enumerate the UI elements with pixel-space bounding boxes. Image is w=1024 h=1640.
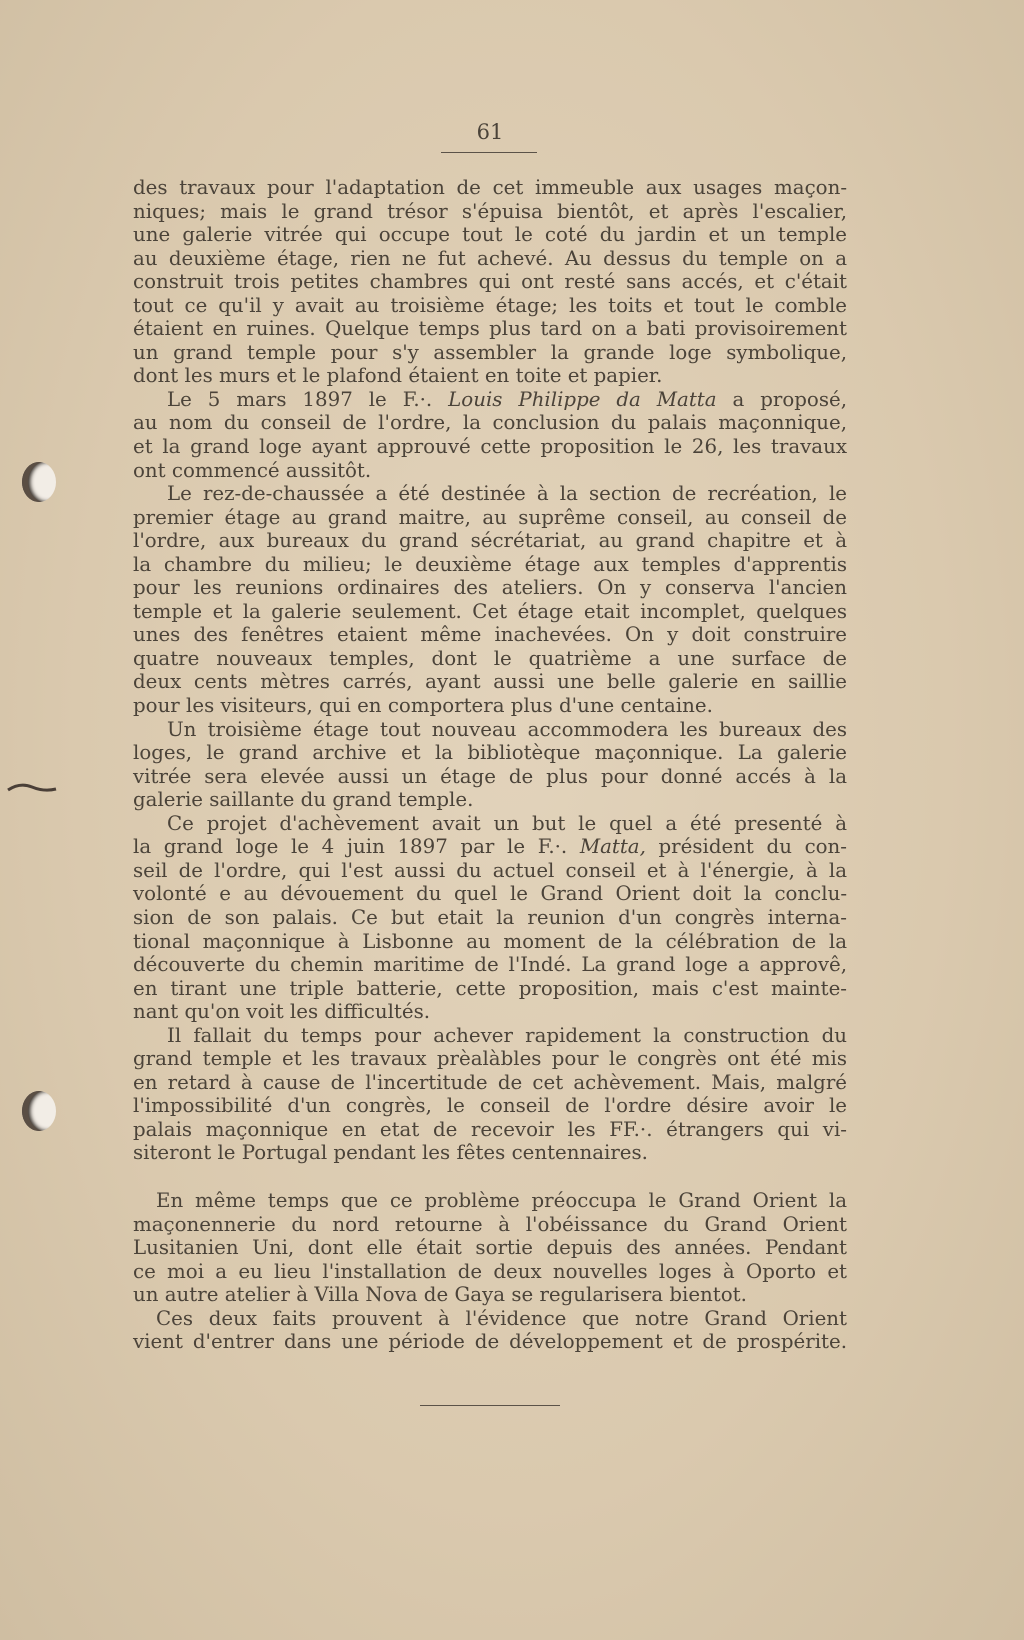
person-name-italic: Matta,	[579, 835, 646, 859]
text-line: pour les visiteurs, qui en comportera plus d'une centaine.	[133, 694, 713, 718]
text-line: galerie saillante du grand temple.	[133, 788, 474, 812]
text-line: siteront le Portugal pendant les fêtes centennaires.	[133, 1141, 648, 1165]
text-line: Ce projet d'achèvement avait un but le quel a été presenté à	[167, 811, 847, 835]
text-line: vient d'entrer dans une période de développement et de prospérite.	[133, 1330, 847, 1354]
punch-hole-upper	[22, 462, 56, 502]
text-line: volonté e au dévouement du quel le Grand Orient doit la conclu-	[133, 882, 847, 906]
text-line: nant qu'on voit les difficultés.	[133, 1000, 431, 1024]
text-line: unes des fenêtres etaient même inachevées. On y doit construire	[133, 623, 847, 647]
text-run: a proposé,	[716, 387, 847, 411]
text-line: pour les reunions ordinaires des ateliers. On y conserva l'ancien	[133, 576, 847, 600]
text-line: découverte du chemin maritime de l'Indé. La grand loge a approvê,	[133, 953, 847, 977]
text-run: la grand loge le 4 juin 1897 par le F.·.	[133, 835, 580, 859]
text-line: Un troisième étage tout nouveau accommodera les bureaux des	[167, 717, 847, 741]
text-line: des travaux pour l'adaptation de cet immeuble aux usages maçon-	[133, 176, 847, 199]
person-name-italic: Louis Philippe da Matta	[448, 387, 717, 411]
text-run: Le 5 mars 1897 le F.·.	[167, 387, 449, 411]
text-line: en tirant une triple batterie, cette proposition, mais c'est mainte-	[133, 976, 847, 1000]
text-line: loges, le grand archive et la bibliotèque maçonnique. La galerie	[133, 741, 847, 765]
text-line: l'ordre, aux bureaux du grand sécrétariat, au grand chapitre et à	[133, 529, 847, 553]
text-line: temple et la galerie seulement. Cet étage etait incomplet, quelques	[133, 599, 847, 623]
text-line: grand temple et les travaux prèalàbles pour le congrès ont été mis	[133, 1047, 847, 1071]
text-line: deux cents mètres carrés, ayant aussi une belle galerie en saillie	[133, 670, 847, 694]
text-line: au deuxième étage, rien ne fut achevé. Au dessus du temple on a	[133, 246, 847, 270]
text-line: dont les murs et le plafond étaient en toite et papier.	[133, 364, 663, 388]
text-line: tout ce qu'il y avait au troisième étage; les toits et tout le comble	[133, 293, 847, 317]
text-line: maçonennerie du nord retourne à l'obéissance du Grand Orient	[133, 1212, 847, 1236]
text-line: ont commencé aussitôt.	[133, 458, 372, 482]
punch-hole-lower	[22, 1091, 56, 1131]
text-line: ce moi a eu lieu l'installation de deux nouvelles loges à Oporto et	[133, 1259, 847, 1283]
page-number-rule	[441, 152, 537, 153]
text-line: niques; mais le grand trésor s'épuisa bientôt, et après l'escalier,	[133, 199, 847, 223]
text-line: premier étage au grand maitre, au suprême conseil, au conseil de	[133, 505, 847, 529]
text-line: en retard à cause de l'incertitude de cet achèvement. Mais, malgré	[133, 1070, 847, 1094]
text-line: seil de l'ordre, qui l'est aussi du actuel conseil et à l'énergie, à la	[133, 858, 847, 882]
text-line: Le rez-de-chaussée a été destinée à la section de recréation, le	[167, 482, 847, 506]
text-line: et la grand loge ayant approuvé cette proposition le 26, les travaux	[133, 435, 847, 459]
text-line: Lusitanien Uni, dont elle était sortie depuis des années. Pendant	[133, 1236, 847, 1260]
paper-tear-mark	[6, 780, 58, 794]
text-line: un grand temple pour s'y assembler la grande loge symbolique,	[133, 340, 847, 364]
text-line: palais maçonnique en etat de recevoir les FF.·. étrangers qui vi-	[133, 1117, 847, 1141]
text-line: la chambre du milieu; le deuxième étage aux temples d'apprentis	[133, 552, 847, 576]
text-line: l'impossibilité d'un congrès, le conseil de l'ordre désire avoir le	[133, 1094, 847, 1118]
text-line-mixed	[133, 388, 847, 412]
text-line: En même temps que ce problème préoccupa le Grand Orient la	[156, 1188, 847, 1212]
text-run: président du con-	[645, 835, 847, 859]
text-line: Il fallait du temps pour achever rapidement la construction du	[167, 1023, 847, 1047]
text-line: un autre atelier à Villa Nova de Gaya se regularisera bientot.	[133, 1283, 747, 1307]
text-line: quatre nouveaux temples, dont le quatrième a une surface de	[133, 646, 847, 670]
text-line: au nom du conseil de l'ordre, la conclusion du palais maçonnique,	[133, 411, 847, 435]
text-line: une galerie vitrée qui occupe tout le coté du jardin et un temple	[133, 223, 847, 247]
paragraph-gap	[133, 1165, 847, 1189]
end-rule	[420, 1405, 560, 1406]
text-line: construit trois petites chambres qui ont resté sans accés, et c'était	[133, 270, 847, 294]
text-line: sion de son palais. Ce but etait la reunion d'un congrès interna-	[133, 905, 847, 929]
text-line: tional maçonnique à Lisbonne au moment de la célébration de la	[133, 929, 847, 953]
text-line: Ces deux faits prouvent à l'évidence que notre Grand Orient	[156, 1306, 847, 1330]
text-line: étaient en ruines. Quelque temps plus tard on a bati provisoirement	[133, 317, 847, 341]
text-line: vitrée sera elevée aussi un étage de plus pour donné accés à la	[133, 764, 847, 788]
page-number: 61	[476, 120, 504, 144]
text-line-mixed	[133, 835, 847, 859]
body-text	[133, 176, 847, 1354]
